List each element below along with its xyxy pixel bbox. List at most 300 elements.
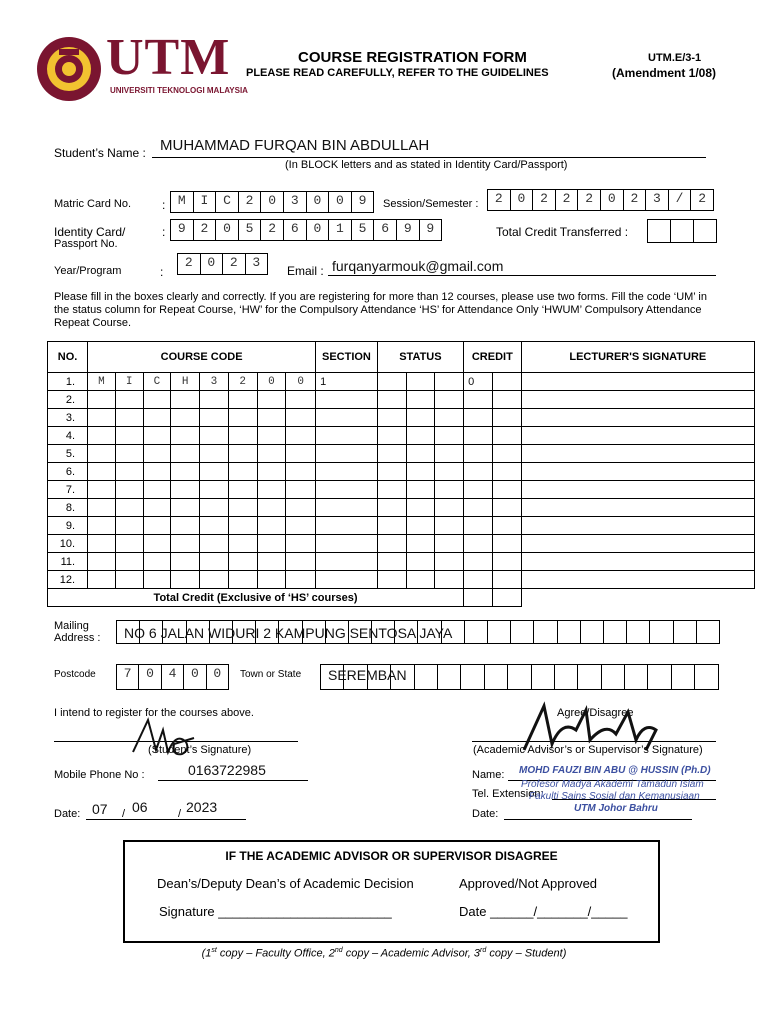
course-code-char[interactable] <box>286 409 316 427</box>
course-status-cell[interactable] <box>377 517 406 535</box>
course-code-char[interactable] <box>88 571 116 589</box>
student-date-label: Date: <box>54 808 81 820</box>
course-status-cell[interactable] <box>377 391 406 409</box>
course-code-char[interactable]: C <box>143 373 171 391</box>
course-code-char[interactable] <box>88 391 116 409</box>
course-status-cell[interactable] <box>406 373 435 391</box>
course-status-cell[interactable] <box>377 553 406 571</box>
col-header-credit: CREDIT <box>464 342 522 373</box>
course-status-cell[interactable] <box>406 427 435 445</box>
course-code-char[interactable] <box>115 463 143 481</box>
town-box <box>508 665 531 689</box>
lecturer-signature-cell[interactable] <box>521 553 754 571</box>
student-date-year[interactable]: 2023 <box>186 799 218 815</box>
course-code-char[interactable] <box>228 409 257 427</box>
course-section[interactable] <box>316 535 378 553</box>
course-status-cell[interactable] <box>377 535 406 553</box>
course-code-char[interactable] <box>257 517 286 535</box>
course-code-char[interactable] <box>228 571 257 589</box>
course-code-char[interactable] <box>286 463 316 481</box>
lecturer-signature-cell[interactable] <box>521 571 754 589</box>
course-status-cell[interactable] <box>377 463 406 481</box>
course-status-cell[interactable] <box>406 391 435 409</box>
ic-char-box: 0 <box>216 220 239 240</box>
year-colon: : <box>160 265 164 279</box>
course-code-char[interactable] <box>88 535 116 553</box>
credit-transferred-boxes[interactable] <box>647 219 717 243</box>
course-code-char[interactable] <box>286 571 316 589</box>
ic-char-box: 9 <box>171 220 194 240</box>
course-code-char[interactable] <box>143 391 171 409</box>
email-value[interactable]: furqanyarmouk@gmail.com <box>332 258 504 274</box>
student-date-day[interactable]: 07 <box>92 801 108 817</box>
postcode-char-box: 4 <box>162 665 184 689</box>
course-code-char[interactable] <box>257 445 286 463</box>
course-code-char[interactable] <box>171 427 200 445</box>
course-row <box>48 445 755 463</box>
course-status-cell[interactable] <box>435 553 464 571</box>
matric-char-box: 3 <box>284 192 307 212</box>
course-code-char[interactable] <box>171 553 200 571</box>
course-code-char[interactable] <box>200 445 229 463</box>
course-row <box>48 535 755 553</box>
course-code-char[interactable] <box>286 391 316 409</box>
course-row <box>48 499 755 517</box>
town-box <box>648 665 671 689</box>
course-code-char[interactable] <box>115 517 143 535</box>
form-subtitle: PLEASE READ CAREFULLY, REFER TO THE GUIDELINES <box>246 67 549 79</box>
course-status-cell[interactable] <box>406 499 435 517</box>
student-date-month[interactable]: 06 <box>132 799 148 815</box>
course-code-char[interactable]: M <box>88 373 116 391</box>
year-char-box: 3 <box>246 254 269 274</box>
course-code-char[interactable]: H <box>171 373 200 391</box>
address-box <box>627 621 650 643</box>
course-section[interactable] <box>316 445 378 463</box>
course-code-char[interactable] <box>228 535 257 553</box>
course-code-char[interactable] <box>200 391 229 409</box>
col-header-course-code: COURSE CODE <box>88 342 316 373</box>
dean-decision-label: Dean’s/Deputy Dean’s of Academic Decision <box>157 876 414 891</box>
email-line <box>328 275 716 276</box>
advisor-stamp-line-3: Fakulti Sains Sosial dan Kemanusiaan <box>529 791 700 802</box>
form-code: UTM.E/3-1 <box>648 52 702 64</box>
course-code-char[interactable]: 0 <box>286 373 316 391</box>
address-box <box>697 621 720 643</box>
year-char-box: 2 <box>178 254 201 274</box>
address-label-2: Address : <box>54 632 101 644</box>
course-status-cell[interactable] <box>377 571 406 589</box>
address-value[interactable]: NO 6 JALAN WIDURI 2 KAMPUNG SENTOSA JAYA <box>124 625 453 641</box>
course-code-char[interactable] <box>115 409 143 427</box>
course-status-cell[interactable] <box>406 571 435 589</box>
course-row-number: 7. <box>48 481 88 499</box>
course-credit[interactable] <box>464 481 493 499</box>
course-section[interactable] <box>316 463 378 481</box>
course-code-char[interactable] <box>286 481 316 499</box>
course-code-char[interactable] <box>228 499 257 517</box>
course-code-char[interactable] <box>200 481 229 499</box>
course-code-char[interactable] <box>88 427 116 445</box>
course-code-char[interactable] <box>200 463 229 481</box>
course-status-cell[interactable] <box>435 373 464 391</box>
course-code-char[interactable] <box>171 409 200 427</box>
course-status-cell[interactable] <box>406 517 435 535</box>
course-code-char[interactable] <box>115 445 143 463</box>
course-code-char[interactable] <box>200 427 229 445</box>
matric-char-box: C <box>216 192 239 212</box>
course-code-char[interactable] <box>286 445 316 463</box>
course-status-cell[interactable] <box>377 499 406 517</box>
course-code-char[interactable] <box>115 427 143 445</box>
course-credit[interactable] <box>464 463 493 481</box>
course-code-char[interactable] <box>171 517 200 535</box>
course-code-char[interactable]: 3 <box>200 373 229 391</box>
matric-label: Matric Card No. <box>54 198 132 210</box>
matric-char-box: 9 <box>352 192 375 212</box>
session-char-box: 2 <box>691 190 714 210</box>
course-section[interactable] <box>316 427 378 445</box>
credit-transferred-label: Total Credit Transferred : <box>496 225 629 239</box>
course-code-char[interactable] <box>200 535 229 553</box>
course-code-char[interactable] <box>257 553 286 571</box>
lecturer-signature-cell[interactable] <box>521 445 754 463</box>
course-row-number: 5. <box>48 445 88 463</box>
utm-logo-text: UTM <box>106 29 231 86</box>
mobile-line <box>158 780 308 781</box>
course-code-char[interactable] <box>143 409 171 427</box>
course-credit[interactable] <box>464 445 493 463</box>
course-code-char[interactable] <box>228 517 257 535</box>
course-status-cell[interactable] <box>435 427 464 445</box>
col-header-section: SECTION <box>316 342 378 373</box>
course-status-cell[interactable] <box>435 535 464 553</box>
course-code-char[interactable] <box>88 445 116 463</box>
course-code-char[interactable] <box>115 535 143 553</box>
ic-char-box: 1 <box>329 220 352 240</box>
col-header-no: NO. <box>48 342 88 373</box>
course-status-cell[interactable] <box>435 571 464 589</box>
advisor-date-line <box>504 819 692 820</box>
course-code-char[interactable] <box>88 553 116 571</box>
course-credit-cell[interactable] <box>492 427 521 445</box>
session-char-box: 2 <box>578 190 601 210</box>
ic-char-box: 9 <box>420 220 443 240</box>
course-code-char[interactable] <box>143 517 171 535</box>
session-char-box: 3 <box>646 190 669 210</box>
matric-char-box: 0 <box>307 192 330 212</box>
course-code-char[interactable] <box>171 445 200 463</box>
disagree-box <box>123 840 660 943</box>
course-code-char[interactable] <box>200 571 229 589</box>
utm-seal-logo <box>34 36 104 102</box>
session-char-box: 2 <box>556 190 579 210</box>
town-box <box>602 665 625 689</box>
course-row <box>48 391 755 409</box>
course-credit[interactable] <box>464 499 493 517</box>
course-status-cell[interactable] <box>435 517 464 535</box>
year-boxes[interactable] <box>177 253 268 275</box>
course-credit[interactable] <box>464 535 493 553</box>
course-code-char[interactable] <box>228 553 257 571</box>
course-credit-cell[interactable] <box>492 481 521 499</box>
course-code-char[interactable] <box>257 499 286 517</box>
address-box <box>465 621 488 643</box>
student-date-line <box>86 819 246 820</box>
course-status-cell[interactable] <box>406 481 435 499</box>
intend-text: I intend to register for the courses above. <box>54 707 254 719</box>
course-code-char[interactable] <box>257 409 286 427</box>
postcode-char-box: 0 <box>184 665 206 689</box>
course-code-char[interactable] <box>143 571 171 589</box>
form-amendment: (Amendment 1/08) <box>612 66 717 80</box>
credit-transferred-box <box>671 220 694 242</box>
utm-logo-subtext: UNIVERSITI TEKNOLOGI MALAYSIA <box>110 86 248 95</box>
course-status-cell[interactable] <box>406 535 435 553</box>
form-title: COURSE REGISTRATION FORM <box>298 49 527 66</box>
course-code-char[interactable] <box>200 517 229 535</box>
address-box <box>511 621 534 643</box>
course-row <box>48 571 755 589</box>
course-credit-cell[interactable] <box>492 409 521 427</box>
course-status-cell[interactable] <box>406 409 435 427</box>
course-status-cell[interactable] <box>377 445 406 463</box>
course-code-char[interactable] <box>257 391 286 409</box>
disagree-box-title: IF THE ACADEMIC ADVISOR OR SUPERVISOR DISAGREE <box>225 849 558 863</box>
course-status-cell[interactable] <box>406 553 435 571</box>
course-credit[interactable]: 0 <box>464 373 493 391</box>
course-status-cell[interactable] <box>435 409 464 427</box>
course-credit[interactable] <box>464 553 493 571</box>
ic-char-box: 5 <box>239 220 262 240</box>
advisor-name-label: Name: <box>472 769 505 781</box>
session-char-box: 2 <box>533 190 556 210</box>
course-credit-cell[interactable] <box>492 373 521 391</box>
course-status-cell[interactable] <box>377 481 406 499</box>
lecturer-signature-cell[interactable] <box>521 427 754 445</box>
course-row-number: 10. <box>48 535 88 553</box>
course-credit-cell[interactable] <box>492 571 521 589</box>
course-code-char[interactable] <box>143 463 171 481</box>
course-code-char[interactable] <box>171 535 200 553</box>
total-credit-value-cell[interactable] <box>492 589 521 607</box>
ic-label: Identity Card/ <box>54 225 126 239</box>
postcode-boxes[interactable] <box>116 664 229 690</box>
matric-boxes[interactable] <box>170 191 374 213</box>
total-credit-value[interactable] <box>464 589 493 607</box>
address-label-1: Mailing <box>54 620 89 632</box>
course-code-char[interactable] <box>143 553 171 571</box>
course-row-number: 6. <box>48 463 88 481</box>
agree-disagree: Agree/Disagree <box>557 707 634 719</box>
course-credit-cell[interactable] <box>492 535 521 553</box>
town-box <box>438 665 461 689</box>
course-code-char[interactable] <box>228 463 257 481</box>
course-code-char[interactable] <box>228 445 257 463</box>
course-code-char[interactable] <box>286 517 316 535</box>
course-code-char[interactable] <box>257 427 286 445</box>
year-char-box: 2 <box>223 254 246 274</box>
session-char-box: 2 <box>624 190 647 210</box>
course-status-cell[interactable] <box>406 445 435 463</box>
lecturer-signature-cell[interactable] <box>521 499 754 517</box>
course-code-char[interactable] <box>143 499 171 517</box>
course-status-cell[interactable] <box>435 445 464 463</box>
course-section[interactable]: 1 <box>316 373 378 391</box>
course-credit[interactable] <box>464 391 493 409</box>
course-row <box>48 373 755 391</box>
instructions-text: Please fill in the boxes clearly and correctly. If you are registering for more than 12 courses, please use two forms. Fill the code ‘UM’ in the status column for Repeat Course, ‘HW’ for the Compulsory Attendance ‘HS’ for Attendance Only ‘HWUM’ Compulsory Attendance Repeat Course. <box>54 291 707 329</box>
course-code-char[interactable] <box>88 481 116 499</box>
lecturer-signature-cell[interactable] <box>521 391 754 409</box>
lecturer-signature-cell[interactable] <box>521 409 754 427</box>
approved-label[interactable]: Approved/Not Approved <box>459 876 598 891</box>
course-status-cell[interactable] <box>406 463 435 481</box>
course-code-char[interactable]: 2 <box>228 373 257 391</box>
session-char-box: 0 <box>511 190 534 210</box>
course-section[interactable] <box>316 409 378 427</box>
course-code-char[interactable]: 0 <box>257 373 286 391</box>
town-box <box>555 665 578 689</box>
copy-distribution-note: (1st copy – Faculty Office, 2nd copy – Academic Advisor, 3rd copy – Student) <box>201 947 567 960</box>
course-code-char[interactable] <box>228 391 257 409</box>
course-code-char[interactable] <box>200 499 229 517</box>
lecturer-signature-cell[interactable] <box>521 463 754 481</box>
course-code-char[interactable] <box>257 463 286 481</box>
col-header-status: STATUS <box>377 342 463 373</box>
course-code-char[interactable] <box>228 481 257 499</box>
course-credit[interactable] <box>464 517 493 535</box>
course-credit[interactable] <box>464 427 493 445</box>
session-boxes[interactable] <box>487 189 714 211</box>
course-code-char[interactable] <box>115 499 143 517</box>
course-credit-cell[interactable] <box>492 517 521 535</box>
town-box <box>461 665 484 689</box>
course-status-cell[interactable] <box>435 481 464 499</box>
town-box <box>578 665 601 689</box>
student-name-line <box>152 157 706 158</box>
course-row <box>48 463 755 481</box>
dean-signature-field[interactable]: Signature ________________________ <box>159 904 392 919</box>
course-row <box>48 427 755 445</box>
student-name-value[interactable]: MUHAMMAD FURQAN BIN ABDULLAH <box>160 137 430 154</box>
course-section[interactable] <box>316 481 378 499</box>
lecturer-signature-cell[interactable] <box>521 373 754 391</box>
course-code-char[interactable] <box>115 391 143 409</box>
course-code-char[interactable] <box>286 499 316 517</box>
course-code-char[interactable] <box>88 409 116 427</box>
course-table <box>47 341 755 607</box>
course-code-char[interactable] <box>257 571 286 589</box>
course-code-char[interactable] <box>171 391 200 409</box>
course-credit-cell[interactable] <box>492 445 521 463</box>
course-code-char[interactable] <box>115 553 143 571</box>
course-section[interactable] <box>316 571 378 589</box>
course-code-char[interactable] <box>257 535 286 553</box>
course-code-char[interactable] <box>286 553 316 571</box>
student-name-label: Student’s Name : <box>54 146 146 160</box>
course-code-char[interactable] <box>257 481 286 499</box>
course-row-number: 4. <box>48 427 88 445</box>
ic-char-box: 6 <box>284 220 307 240</box>
course-status-cell[interactable] <box>435 463 464 481</box>
course-credit[interactable] <box>464 571 493 589</box>
course-code-char[interactable] <box>143 427 171 445</box>
course-status-cell[interactable] <box>435 499 464 517</box>
address-box <box>604 621 627 643</box>
dean-date-field[interactable]: Date ______/_______/_____ <box>459 904 628 919</box>
credit-transferred-box <box>694 220 717 242</box>
advisor-signature-label: (Academic Advisor’s or Supervisor’s Signature) <box>473 744 703 756</box>
course-code-char[interactable] <box>171 499 200 517</box>
ic-char-box: 2 <box>194 220 217 240</box>
course-code-char[interactable] <box>171 571 200 589</box>
course-code-char[interactable] <box>286 427 316 445</box>
course-code-char[interactable] <box>286 535 316 553</box>
course-status-cell[interactable] <box>435 391 464 409</box>
lecturer-signature-cell[interactable] <box>521 481 754 499</box>
course-code-char[interactable] <box>143 445 171 463</box>
course-section[interactable] <box>316 391 378 409</box>
course-code-char[interactable] <box>228 427 257 445</box>
course-section[interactable] <box>316 517 378 535</box>
mobile-value[interactable]: 0163722985 <box>188 762 266 778</box>
col-header-lecturer-signature: LECTURER'S SIGNATURE <box>521 342 754 373</box>
course-code-char[interactable] <box>143 481 171 499</box>
lecturer-signature-cell[interactable] <box>521 535 754 553</box>
course-credit[interactable] <box>464 409 493 427</box>
postcode-char-box: 0 <box>139 665 161 689</box>
course-code-char[interactable] <box>143 535 171 553</box>
course-code-char[interactable] <box>200 553 229 571</box>
course-status-cell[interactable] <box>377 373 406 391</box>
address-box <box>581 621 604 643</box>
course-code-char[interactable] <box>115 481 143 499</box>
town-box <box>695 665 718 689</box>
course-code-char[interactable] <box>200 409 229 427</box>
course-code-char[interactable]: I <box>115 373 143 391</box>
course-section[interactable] <box>316 499 378 517</box>
course-credit-cell[interactable] <box>492 499 521 517</box>
course-code-char[interactable] <box>171 463 200 481</box>
course-code-char[interactable] <box>88 463 116 481</box>
total-credit-row <box>48 589 755 607</box>
course-credit-cell[interactable] <box>492 553 521 571</box>
advisor-tel-label: Tel. Extension: <box>472 788 544 800</box>
town-box <box>672 665 695 689</box>
course-credit-cell[interactable] <box>492 391 521 409</box>
course-credit-cell[interactable] <box>492 463 521 481</box>
ic-boxes[interactable] <box>170 219 442 241</box>
ic-char-box: 2 <box>261 220 284 240</box>
course-status-cell[interactable] <box>377 427 406 445</box>
course-row <box>48 553 755 571</box>
session-label: Session/Semester : <box>383 198 479 210</box>
town-value[interactable]: SEREMBAN <box>328 667 407 683</box>
course-code-char[interactable] <box>115 571 143 589</box>
student-name-note: (In BLOCK letters and as stated in Identity Card/Passport) <box>285 159 568 171</box>
town-box <box>485 665 508 689</box>
course-code-char[interactable] <box>88 517 116 535</box>
course-code-char[interactable] <box>171 481 200 499</box>
course-code-char[interactable] <box>88 499 116 517</box>
session-char-box: / <box>669 190 692 210</box>
lecturer-signature-cell[interactable] <box>521 517 754 535</box>
matric-colon: : <box>162 198 166 212</box>
course-section[interactable] <box>316 553 378 571</box>
credit-transferred-box <box>648 220 671 242</box>
course-status-cell[interactable] <box>377 409 406 427</box>
